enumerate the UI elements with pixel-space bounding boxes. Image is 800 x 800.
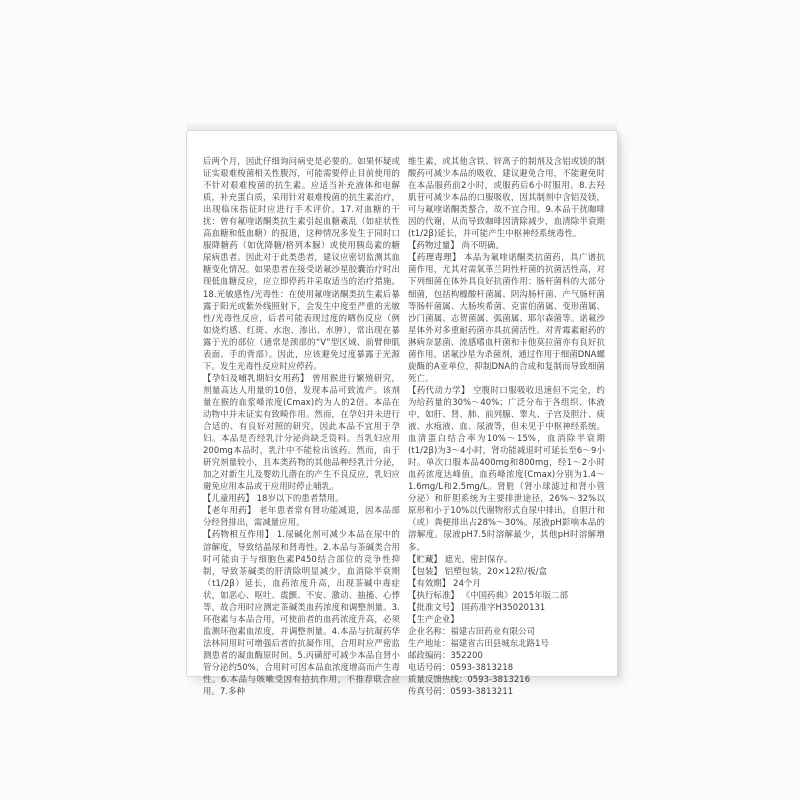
fax-line bbox=[408, 685, 605, 697]
quality-value: 0593-3813216 bbox=[467, 674, 531, 685]
pharmacokinetics-header: 【药代动力学】 bbox=[408, 384, 470, 395]
storage-section bbox=[408, 553, 605, 565]
validity-header: 【有效期】 bbox=[408, 577, 451, 588]
interaction-header: 【药物相互作用】 bbox=[203, 529, 274, 540]
fax-value: 0593-3813211 bbox=[450, 686, 514, 697]
company-line bbox=[408, 625, 605, 637]
package-header: 【包装】 bbox=[408, 565, 442, 576]
leaflet-right-column bbox=[408, 155, 606, 697]
box-top-flap bbox=[187, 124, 617, 131]
storage-header: 【贮藏】 bbox=[408, 553, 442, 564]
postcode-value: 352200 bbox=[450, 649, 483, 660]
phone-value: 0593-3813218 bbox=[450, 661, 514, 672]
pediatric-text: 18岁以下的患者禁用。 bbox=[256, 493, 344, 504]
interaction-continued: 维生素，或其他含铁、锌离子的制剂及含铝或镁的制酸药可减少本品的吸收，建议避免合用，不能避免时在本品服药前2小时，或服药后6小时服用。8.去羟肌苷可减少本品的口服吸收，因其制剂中含铝及镁，可与氟喹诺酮类螯合，故不宜合用。9.本品干扰咖啡因的代谢，从而导致咖啡因清除减少，血清除半衰期(t1/2β)延长，并可能产生中枢神经系统毒性。 bbox=[408, 156, 605, 239]
manufacturer-header: 【生产企业】 bbox=[408, 613, 459, 624]
pediatric-section bbox=[203, 492, 400, 504]
address-label: 生产地址： bbox=[408, 637, 451, 648]
interaction-section bbox=[203, 528, 400, 697]
quality-label: 质量反馈热线： bbox=[408, 674, 468, 685]
precautions-continued: 后两个月，因此仔细询问病史是必要的。如果怀疑或证实艰难梭菌相关性腹泻，可能需要停止目前使用的不针对艰难梭菌的抗生素。应适当补充液体和电解质，补充蛋白质，采用针对艰难梭菌的抗生素治疗，出现临床指征时应进行手术评价。17.对血糖的干扰：曾有氟喹诺酮类抗生素引起血糖紊乱（如症状性高血糖和低血糖）的报道，这种情况多发生于同时口服降糖药（如优降糖/格列本脲）或使用胰岛素的糖尿病患者。因此对于此类患者，建议应密切监测其血糖变化情况。如果患者在接受诺氟沙星胶囊治疗时出现低血糖反应，应立即停药并采取适当的治疗措施。18.光敏感性/光毒性：在使用氟喹诺酮类抗生素后暴露于阳光或紫外线照射下，会发生中度至严重的光敏性/光毒性反应，后者可能表现过度的晒伤反应（例如烧灼感、红斑、水泡、渗出、水肿），常出现在暴露于光的部位（通常是颈部的“V”型区域、前臂伸肌表面、手的背部）。因此，应该避免过度暴露于光源下。发生光毒性反应时应停药。 bbox=[203, 156, 400, 371]
pregnancy-text: 曾用猴进行繁殖研究，剂量高达人用量的10倍，发现本品可致流产。该剂量在猴的血浆峰浓度(Cmax)约为人的2倍。本品在动物中并未证实有致畸作用。然而，在孕妇并未进行合适的、有良好对照的研究，因此本品不宜用于孕妇。本品是否经乳汁分泌尚缺乏资料。当乳妇应用200mg本品时，乳汁中不能检出该药。然而，由于研究剂量较小，且本类药物的其他品种经乳汁分泌，加之对新生儿及婴幼儿潜在的产生不良反应，乳妇应避免应用本品或于应用时停止哺乳。 bbox=[203, 372, 401, 492]
postcode-line bbox=[408, 649, 605, 661]
geriatric-header: 【老年用药】 bbox=[203, 505, 256, 516]
fax-label: 传真号码： bbox=[408, 686, 451, 697]
standard-header: 【执行标准】 bbox=[408, 589, 459, 600]
quality-hotline-line bbox=[408, 673, 605, 685]
approval-section bbox=[408, 601, 605, 613]
interaction-text: 1.尿碱化剂可减少本品在尿中的溶解度，导致结晶尿和肾毒性。2.本品与茶碱类合用时可能由于与细胞色素P450结合部位的竞争性抑制，导致茶碱类的肝清除明显减少，血消除半衰期（t1/2β）延长，血药浓度升高，出现茶碱中毒症状，如恶心、呕吐、震颤、不安、激动、抽搐、心悸等，故合用时应测定茶碱类血药浓度和调整剂量。3.环孢素与本品合用，可使前者的血药浓度升高，必须监测环孢素血浓度，并调整剂量。4.本品与抗凝药华法林同用时可增强后者的抗凝作用，合用时应严密监测患者的凝血酶原时间。5.丙磺舒可减少本品自肾小管分泌约50%，合用时可因本品血浓度增高而产生毒性。6.本品与咳嗽受因有拮抗作用，不推荐联合应用。7.多种 bbox=[203, 529, 400, 697]
pharmacology-header: 【药理毒理】 bbox=[408, 252, 461, 263]
validity-text: 24个月 bbox=[453, 577, 481, 588]
phone-label: 电话号码： bbox=[408, 661, 451, 672]
standard-section bbox=[408, 589, 605, 601]
package-text: 铝塑包装，20×12粒/板/盒 bbox=[444, 565, 548, 576]
pharmacokinetics-section bbox=[408, 384, 605, 553]
approval-text: 国药准字H35020131 bbox=[461, 601, 546, 612]
box-right-side bbox=[617, 131, 622, 676]
company-value: 福建古田药业有限公司 bbox=[450, 625, 536, 636]
manufacturer-header-line bbox=[408, 613, 605, 625]
pharmacology-section bbox=[408, 251, 605, 384]
company-label: 企业名称： bbox=[408, 625, 451, 636]
pharmacokinetics-text: 空腹时口服吸收迅速但不完全，约为给药量的30%～40%；广泛分布于各组织、体液中，如肝、肾、肺、前列腺、睾丸、子宫及胆汁、痰液、水疱液、血、尿液等，但未见于中枢神经系统。血清蛋白结合率为10%～15%，血消除半衰期(t1/2β)为3～4小时，肾功能减退时可延长至6～9小时。单次口服本品400mg和800mg，经1～2小时血药浓度达峰值，血药峰浓度(Cmax)分别为1.4～1.6mg/L和2.5mg/L。肾脏（肾小球滤过和肾小管分泌）和肝胆系统为主要排泄途径，26%～32%以原形和小于10%以代谢物形式自尿中排出，自胆汁和（或）粪便排出占28%～30%。尿液pH影响本品的溶解度。尿液pH7.5时溶解最少，其他pH时溶解增多。 bbox=[408, 384, 606, 552]
standard-text: 《中国药典》2015年版二部 bbox=[461, 589, 569, 600]
package-section bbox=[408, 565, 605, 577]
validity-section bbox=[408, 577, 605, 589]
pediatric-header: 【儿童用药】 bbox=[203, 493, 254, 504]
geriatric-text: 老年患者常有肾功能减退，因本品部分经肾排出，需减量应用。 bbox=[203, 505, 400, 528]
overdose-header: 【药物过量】 bbox=[408, 240, 459, 251]
address-line bbox=[408, 637, 605, 649]
approval-header: 【批准文号】 bbox=[408, 601, 459, 612]
geriatric-section bbox=[203, 504, 400, 528]
address-value: 福建省古田县城东北路1号 bbox=[450, 637, 550, 648]
pharmacology-text: 本品为氟喹诺酮类抗菌药，具广谱抗菌作用，尤其对需氧革兰阴性杆菌的抗菌活性高，对下列细菌在体外具良好抗菌作用：肠杆菌科的大部分细菌，包括枸橼酸杆菌属、阴沟肠杆菌、产气肠杆菌等肠杆菌属、大肠埃希菌、克雷伯菌属、变形菌属、沙门菌属、志贺菌属、弧菌属、耶尔森菌等。诺氟沙星体外对多重耐药菌亦具抗菌活性。对青霉素耐药的淋病奈瑟菌、流感嗜血杆菌和卡他莫拉菌亦有良好抗菌作用。诺氟沙星为杀菌剂，通过作用于细菌DNA螺旋酶的A亚单位，抑制DNA的合成和复制而导致细菌死亡。 bbox=[408, 252, 605, 383]
overdose-section bbox=[408, 239, 605, 251]
storage-text: 遮光，密封保存。 bbox=[444, 553, 513, 564]
phone-line bbox=[408, 661, 605, 673]
pregnancy-header: 【孕妇及哺乳期妇女用药】 bbox=[203, 372, 309, 383]
pregnancy-section bbox=[203, 372, 400, 492]
postcode-label: 邮政编码： bbox=[408, 649, 451, 660]
leaflet-left-column bbox=[203, 155, 401, 697]
overdose-text: 尚不明确。 bbox=[461, 240, 504, 251]
